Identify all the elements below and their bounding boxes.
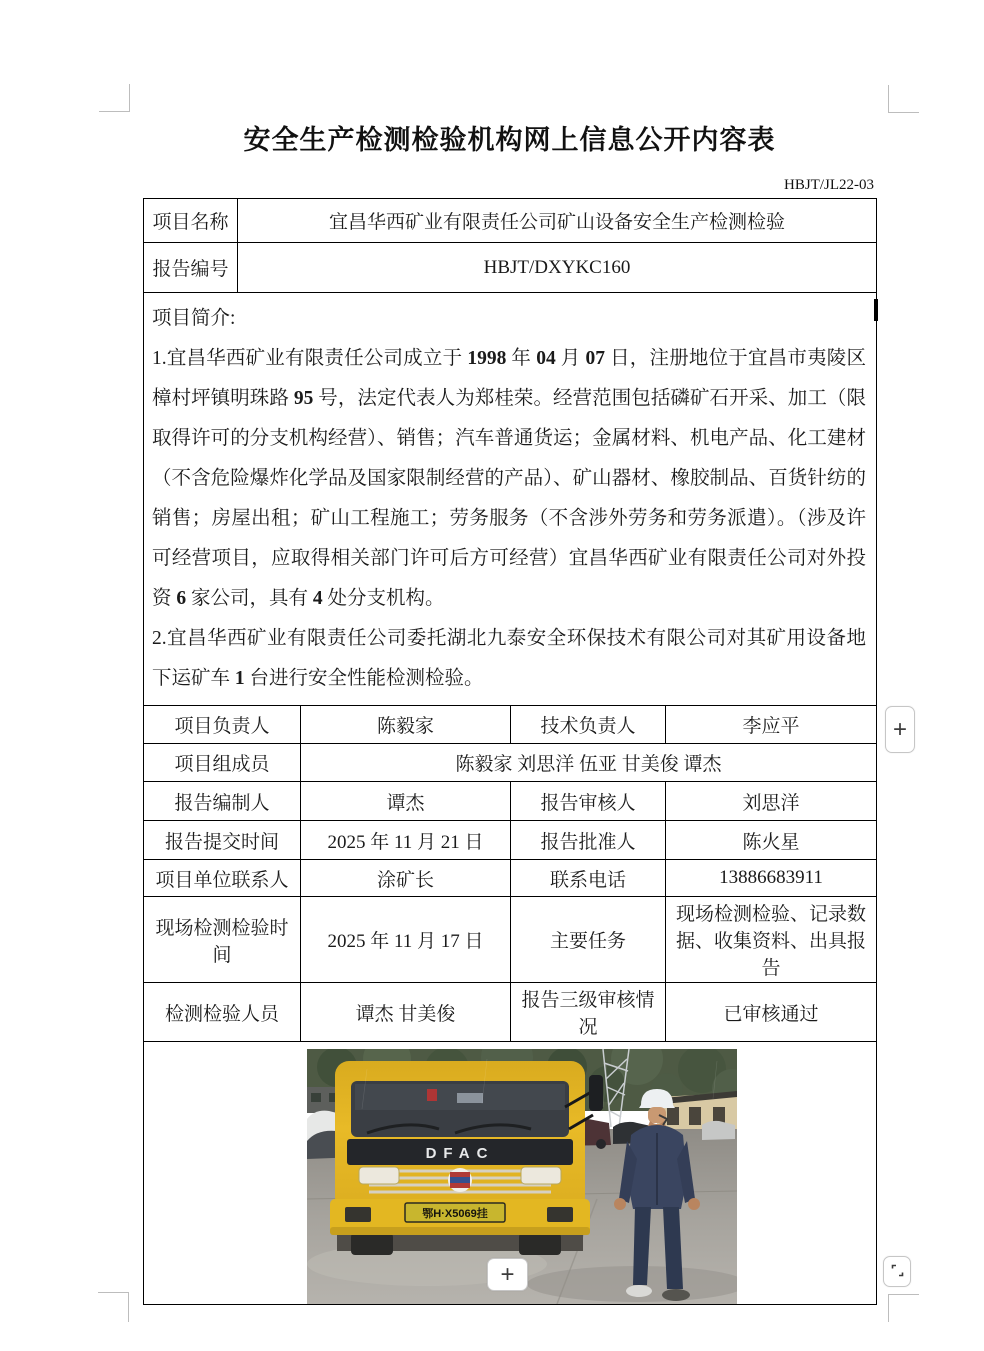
project-name-value: 宜昌华西矿业有限责任公司矿山设备安全生产检测检验 (238, 199, 877, 243)
table-row (144, 782, 877, 821)
table-row (144, 243, 877, 293)
report-approver-value: 陈火星 (666, 821, 877, 860)
team-members-label: 项目组成员 (144, 744, 301, 782)
truck (330, 1061, 603, 1255)
inspectors-value: 谭杰 甘美俊 (301, 983, 511, 1042)
license-plate-text: 鄂H·X5069挂 (422, 1208, 488, 1220)
team-members-value: 陈毅家 刘思洋 伍亚 甘美俊 谭杰 (301, 744, 877, 782)
report-approver-label: 报告批准人 (511, 821, 666, 860)
report-number-value: HBJT/DXYKC160 (238, 243, 877, 293)
table-row (144, 821, 877, 860)
text-cursor-mark (874, 299, 878, 321)
truck-brand-text: DFAC (425, 1145, 495, 1162)
expand-icon (891, 1264, 904, 1280)
table-row (144, 293, 877, 706)
unit-contact-value: 涂矿长 (301, 860, 511, 897)
project-leader-value: 陈毅家 (301, 706, 511, 744)
tech-leader-value: 李应平 (666, 706, 877, 744)
add-column-button[interactable]: + (885, 706, 915, 753)
table-row (144, 897, 877, 983)
three-level-review-value: 已审核通过 (666, 983, 877, 1042)
site-test-date-label: 现场检测检验时间 (144, 897, 301, 983)
phone-value: 13886683911 (666, 860, 877, 897)
site-test-date-value: 2025 年 11 月 17 日 (301, 897, 511, 983)
page-margin-mark-bottom-left (98, 1292, 129, 1322)
report-reviewer-value: 刘思洋 (666, 782, 877, 821)
table-row (144, 744, 877, 782)
document-page (143, 0, 876, 1305)
report-author-value: 谭杰 (301, 782, 511, 821)
three-level-review-label: 报告三级审核情况 (511, 983, 666, 1042)
table-row (144, 860, 877, 897)
table-row (144, 983, 877, 1042)
truck-mirror (589, 1075, 603, 1111)
tech-leader-label: 技术负责人 (511, 706, 666, 744)
main-task-value: 现场检测检验、记录数据、收集资料、出具报告 (666, 897, 877, 983)
main-task-label: 主要任务 (511, 897, 666, 983)
report-author-label: 报告编制人 (144, 782, 301, 821)
report-reviewer-label: 报告审核人 (511, 782, 666, 821)
detail-table (143, 705, 877, 1305)
project-leader-label: 项目负责人 (144, 706, 301, 744)
table-row (144, 706, 877, 744)
project-name-label: 项目名称 (144, 199, 238, 243)
header-table (143, 198, 877, 706)
phone-label: 联系电话 (511, 860, 666, 897)
report-number-label: 报告编号 (144, 243, 238, 293)
project-intro-cell (144, 293, 877, 706)
inspectors-label: 检测检验人员 (144, 983, 301, 1042)
page-margin-mark-top-right (888, 85, 919, 113)
page-margin-mark-bottom-right (888, 1294, 919, 1322)
document-title: 安全生产检测检验机构网上信息公开内容表 (243, 125, 776, 155)
submit-date-label: 报告提交时间 (144, 821, 301, 860)
document-code: HBJT/JL22-03 (784, 177, 874, 193)
submit-date-value: 2025 年 11 月 21 日 (301, 821, 511, 860)
unit-contact-label: 项目单位联系人 (144, 860, 301, 897)
expand-table-button[interactable] (883, 1256, 911, 1287)
project-intro-text: 1.宜昌华西矿业有限责任公司成立于 1998 年 04 月 07 日，注册地位于宜昌市夷陵区樟村坪镇明珠路 95 号，法定代表人为郑桂荣。经营范围包括磷矿石开采、加工（限取得许可的分支机构经营）、销售；汽车普通货运；金属材料、机电产品、化工建材（不含危险爆炸化学品及国家限制经营的产品）、矿山器材、橡胶制品、百货针纺的销售；房屋出租；矿山工程施工；劳务服务（不含涉外劳务和劳务派遣）。（涉及许可经营项目，应取得相关部门许可后方可经营）宜昌华西矿业有限责任公司对外投资 6 家公司，具有 4 处分支机构。 2.宜昌华西矿业有限责任公司委托湖北九泰安全环保技术有限公司对其矿用设备地下运矿车 1 台进行安全性能检测检验。 (152, 348, 866, 689)
add-row-button[interactable]: + (487, 1258, 528, 1291)
project-intro-heading: 项目简介: (152, 308, 236, 329)
table-row (144, 199, 877, 243)
page-margin-mark-top-left (99, 84, 130, 112)
